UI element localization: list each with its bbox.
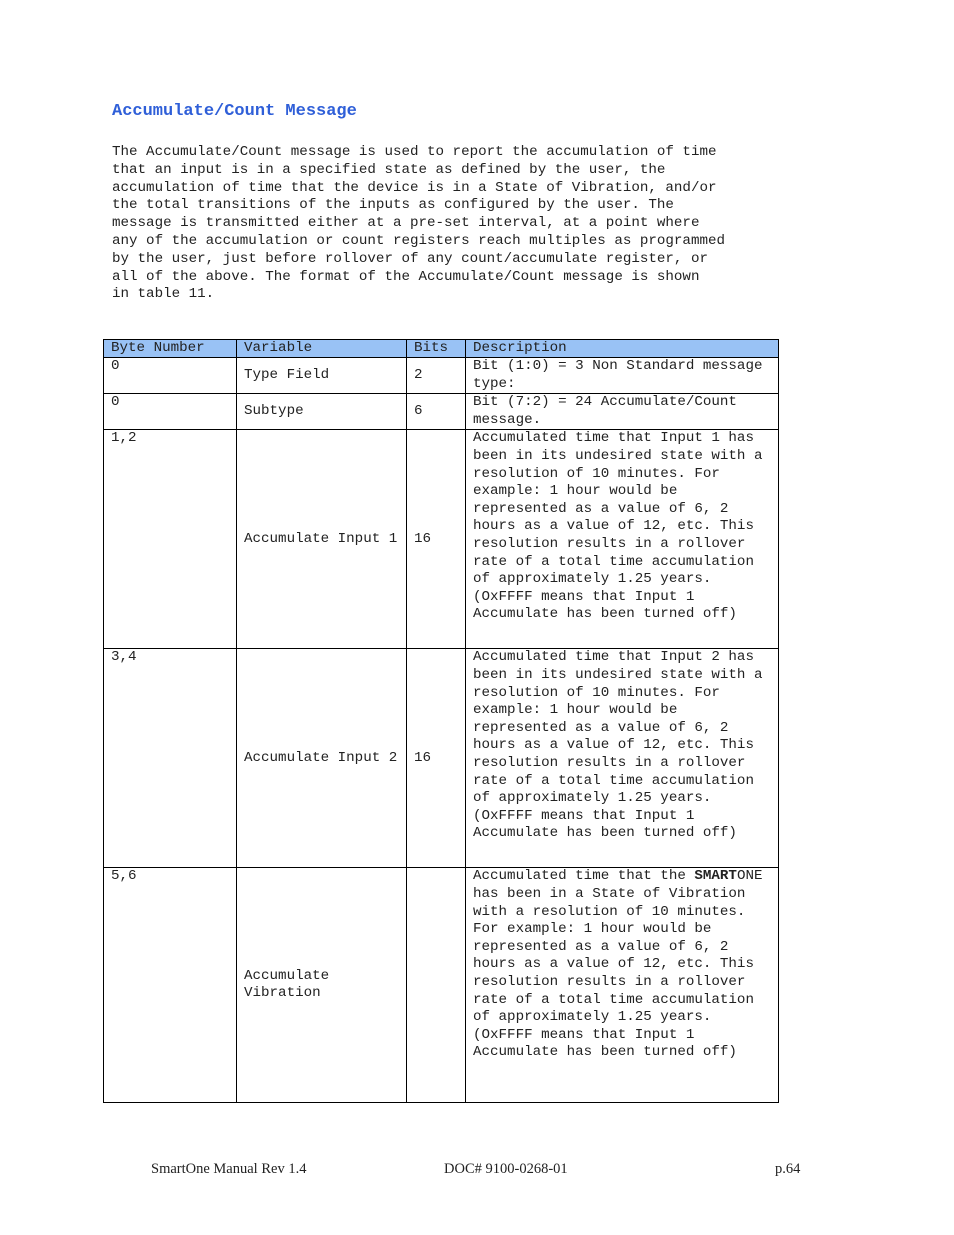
footer-doc-number: DOC# 9100-0268-01	[444, 1161, 568, 1177]
cell-variable: Accumulate Vibration	[237, 868, 407, 1103]
header-bits: Bits	[407, 340, 466, 358]
header-variable: Variable	[237, 340, 407, 358]
message-format-table	[103, 339, 779, 1103]
cell-variable: Type Field	[237, 358, 407, 394]
table-row	[104, 358, 779, 394]
cell-description: Accumulated time that Input 2 has been in its undesired state with a resolution of 10 minutes. For example: 1 hour would be represented as a value of 6, 2 hours as a value of 12, etc. This resolution results in a rollover rate of a total time accumulation of approximately 1.25 years. (OxFFFF means that Input 1 Accumulate has been turned off)	[466, 649, 779, 868]
cell-description: Accumulated time that Input 1 has been in its undesired state with a resolution of 10 minutes. For example: 1 hour would be represented as a value of 6, 2 hours as a value of 12, etc. This resolution results in a rollover rate of a total time accumulation of approximately 1.25 years. (OxFFFF means that Input 1 Accumulate has been turned off)	[466, 430, 779, 649]
cell-byte: 5,6	[104, 868, 237, 1103]
cell-byte: 1,2	[104, 430, 237, 649]
cell-byte: 3,4	[104, 649, 237, 868]
header-description: Description	[466, 340, 779, 358]
table-row	[104, 430, 779, 649]
cell-bits: 16	[407, 430, 466, 649]
cell-bits	[407, 868, 466, 1103]
cell-bits: 6	[407, 394, 466, 430]
footer-manual-rev: SmartOne Manual Rev 1.4	[151, 1161, 307, 1177]
intro-paragraph: The Accumulate/Count message is used to report the accumulation of time that an input is in a specified state as defined by the user, the accumulation of time that the device is in a State of Vibration, and/or the total transitions of the inputs as configured by the user. The message is transmitted either at a pre-set interval, at a point where any of the accumulation or count registers reach multiples as programmed by the user, just before rollover of any count/accumulate register, or all of the above. The format of the Accumulate/Count message is shown in table 11.	[112, 144, 725, 303]
cell-description: Bit (1:0) = 3 Non Standard message type:	[466, 358, 779, 394]
cell-byte: 0	[104, 394, 237, 430]
cell-byte: 0	[104, 358, 237, 394]
cell-variable: Accumulate Input 2	[237, 649, 407, 868]
cell-variable: Subtype	[237, 394, 407, 430]
header-byte-number: Byte Number	[104, 340, 237, 358]
cell-bits: 16	[407, 649, 466, 868]
table-row	[104, 649, 779, 868]
table-row	[104, 868, 779, 1103]
brand-name-smart: SMART	[694, 868, 737, 885]
cell-description	[466, 868, 779, 1103]
cell-variable: Accumulate Input 1	[237, 430, 407, 649]
table-header-row	[104, 340, 779, 358]
description-text: Accumulated time that the	[473, 868, 695, 885]
section-heading: Accumulate/Count Message	[112, 102, 357, 121]
description-text: ONE has been in a State of Vibration with a resolution of 10 minutes. For example: 1 hour would be represented as a value of 6, 2 hours as a value of 12, etc. This resolution results in a rollover rate of a total time accumulation of approximately 1.25 years. (OxFFFF means that Input 1 Accumulate has been turned off)	[473, 868, 763, 1061]
cell-bits: 2	[407, 358, 466, 394]
footer-page-number: p.64	[775, 1161, 801, 1177]
table-row	[104, 394, 779, 430]
cell-description: Bit (7:2) = 24 Accumulate/Count message.	[466, 394, 779, 430]
